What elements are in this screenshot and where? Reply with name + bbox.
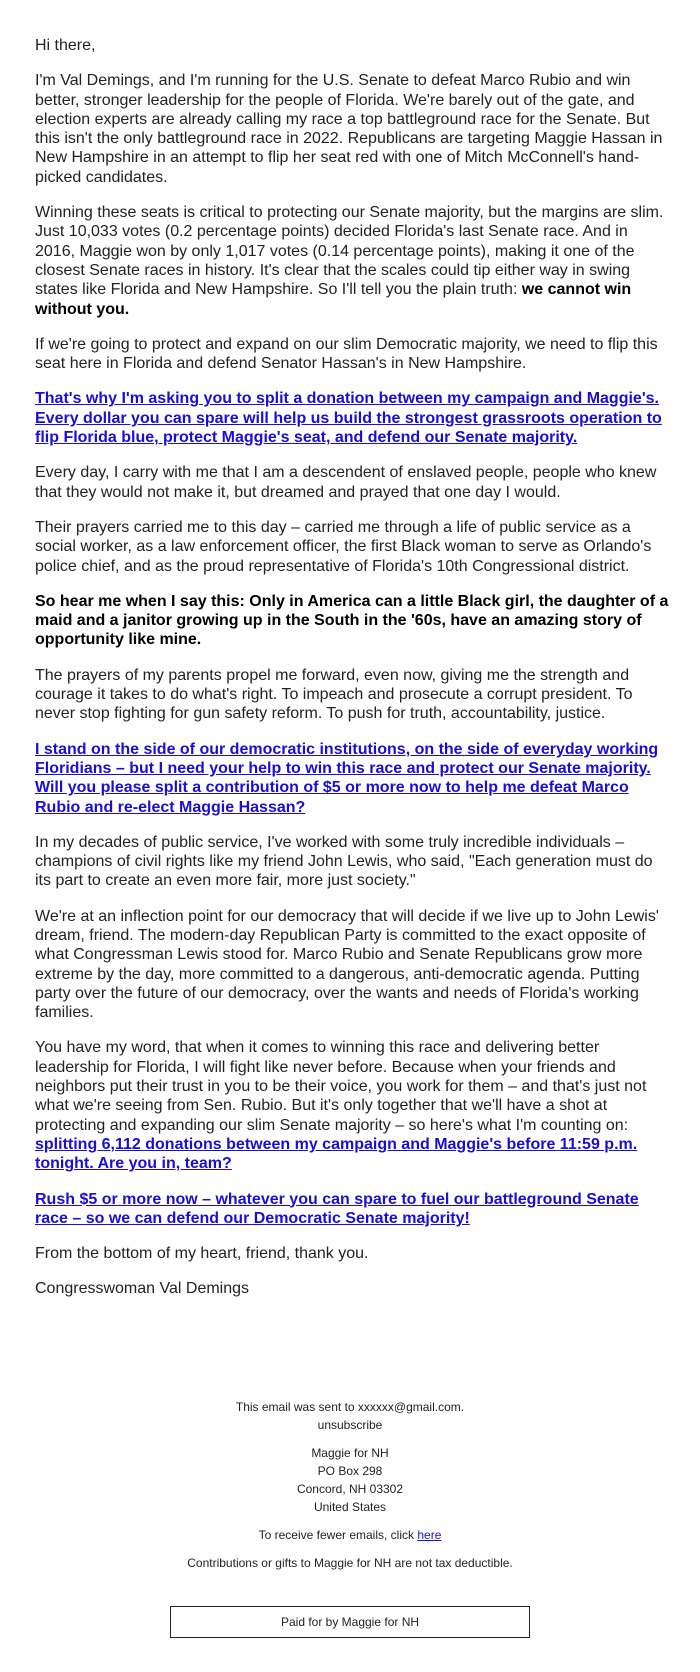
donate-link-contribution[interactable]: I stand on the side of our democratic institutions, on the side of everyday working Floridians – but I need your help to win this race and protect our Senate majority. Will you please split a contribution of $5 or more now to help me defeat Marco Rubio and re-elect Maggie Hassan? — [35, 740, 659, 816]
footer-address — [0, 1444, 700, 1516]
footer-fewer-emails-text: To receive fewer emails, click — [258, 1528, 418, 1542]
paragraph-parents: The prayers of my parents propel me forward, even now, giving me the strength and courage it takes to do what's right. To impeach and prosecute a corrupt president. To never stop fighting for gun safety reform. To push for truth, accountability, justice. — [35, 666, 633, 723]
footer-sent-to-label: This email was sent to — [235, 1400, 358, 1414]
greeting: Hi there, — [35, 37, 96, 54]
signature: Congresswoman Val Demings — [35, 1280, 250, 1298]
paragraph-only-in-america: So hear me when I say this: Only in America can a little Black girl, the daughter of a maid and a janitor growing up in the South in the '60s, have an amazing story of opportunity like mine. — [35, 592, 669, 649]
footer-disclaimer: Contributions or gifts to Maggie for NH are not tax deductible. — [187, 1556, 513, 1570]
fewer-emails-link[interactable]: here — [417, 1528, 442, 1542]
donate-link-rush[interactable]: Rush $5 or more now – whatever you can spare to fuel our battleground Senate race – so we can defend our Democratic Senate majority! — [35, 1190, 639, 1227]
paragraph-margins-text: Winning these seats is critical to protecting our Senate majority, but the margins are slim. Just 10,033 votes (0.2 percentage points) decided Florida's last Senate race. And in 2016, Maggie won by only 1,017 votes (0.14 percentage points), making it one of the closest Senate races in history. It's clear that the scales could tip either way in swing states like Florida and New Hampshire. So I'll tell you the plain truth: — [35, 204, 664, 299]
paragraph-my-word — [35, 1038, 669, 1173]
paragraph-intro: I'm Val Demings, and I'm running for the U.S. Senate to defeat Marco Rubio and win better, stronger leadership for the people of Florida. We're barely out of the gate, and election experts are already calling my race a top battleground race for the Senate. But this isn't the only battleground race in 2022. Republicans are targeting Maggie Hassan in New Hampshire in an attempt to flip her seat red with one of Mitch McConnell's hand-picked candidates. — [35, 72, 663, 186]
paragraph-my-word-text: You have my word, that when it comes to winning this race and delivering better leadership for Florida, I will fight like never before. Because when your friends and neighbors put their trust in you to be their voice, you work for them – and that's just not what we're seeing from Sen. Rubio. But it's only together that we'll have a shot at protecting and expanding our slim Senate majority – so here's what I'm counting on: — [35, 1039, 647, 1134]
email-footer — [0, 1398, 700, 1582]
donate-link-goal[interactable]: splitting 6,112 donations between my campaign and Maggie's before 11:59 p.m. tonight. Are you in, team? — [35, 1135, 638, 1173]
footer-fewer-emails — [0, 1526, 700, 1544]
footer-org-name: Maggie for NH — [311, 1446, 389, 1460]
paragraph-heritage: Every day, I carry with me that I am a descendent of enslaved people, people who knew that they would not make it, but dreamed and prayed that one day I would. — [35, 464, 657, 501]
footer-country: United States — [313, 1500, 387, 1514]
closing-line: From the bottom of my heart, friend, thank you. — [35, 1245, 369, 1263]
email-body — [35, 36, 669, 1315]
paragraph-john-lewis: In my decades of public service, I've worked with some truly incredible individuals – champions of civil rights like my friend John Lewis, who said, "Each generation must do its part to create an even more fair, more just society." — [35, 833, 653, 890]
paragraph-donate-link-2 — [35, 740, 669, 817]
paid-for-disclaimer-box: Paid for by Maggie for NH — [170, 1606, 530, 1638]
footer-recipient — [0, 1398, 700, 1434]
paragraph-inflection-point: We're at an inflection point for our democracy that will decide if we live up to John Lewis' dream, friend. The modern-day Republican Party is committed to the exact opposite of what Congressman Lewis stood for. Marco Rubio and Senate Republicans grow more extreme by the day, more committed to a dangerous, anti-democratic agenda. Putting party over the future of our democracy, over the wants and needs of Florida's working families. — [35, 907, 659, 1022]
donate-link-split[interactable]: That's why I'm asking you to split a donation between my campaign and Maggie's. Every dollar you can spare will help us build the strongest grassroots operation to flip Florida blue, protect Maggie's seat, and defend our Senate majority. — [35, 390, 662, 447]
paragraph-prayers: Their prayers carried me to this day – carried me through a life of public service as a social worker, as a law enforcement officer, the first Black woman to serve as Orlando's police chief, and as the proud representative of Florida's 10th Congressional district. — [35, 518, 652, 575]
unsubscribe-link[interactable]: unsubscribe — [317, 1418, 383, 1432]
paragraph-margins — [35, 203, 669, 319]
paragraph-margins-emphasis: we cannot win without you. — [35, 281, 632, 318]
footer-sent-to-period: . — [460, 1400, 465, 1414]
footer-email-address: xxxxxx@gmail.com — [357, 1400, 461, 1414]
paragraph-donate-link-4 — [35, 1190, 669, 1229]
footer-po-box: PO Box 298 — [317, 1464, 383, 1478]
paragraph-flip-seat: If we're going to protect and expand on our slim Democratic majority, we need to flip this seat here in Florida and defend Senator Hassan's in New Hampshire. — [35, 335, 658, 373]
footer-city: Concord, NH 03302 — [296, 1482, 404, 1496]
paragraph-donate-link-1 — [35, 389, 669, 447]
